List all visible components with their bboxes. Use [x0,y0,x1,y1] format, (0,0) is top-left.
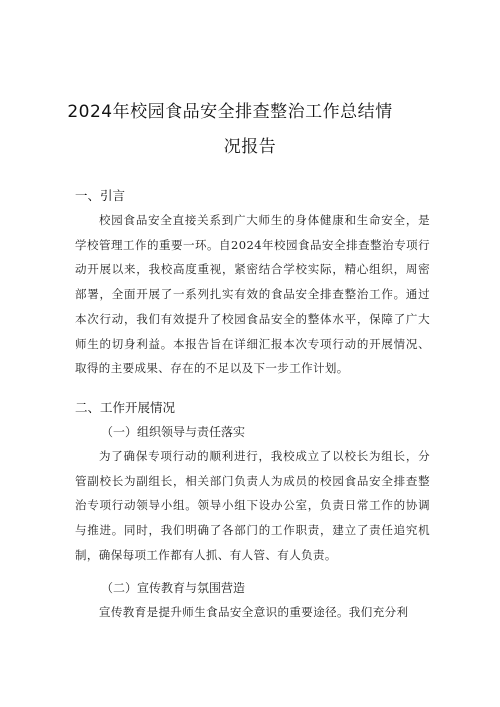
publicity-paragraph: 宣传教育是提升师生食品安全意识的重要途径。我们充分利 [99,605,409,619]
document-title-line-2: 况报告 [223,137,277,157]
introduction-paragraph: 校园食品安全直接关系到广大师生的身体健康和生命安全，是学校管理工作的重要一环。自2024年校园食品安全排查整治专项行动开展以来，我校高度重视，紧密结合学校实际，精心组织，周密部署，全面开展了一系列扎实有效的食品安全排查整治工作。通过本次行动，我们有效提升了校园食品安全的整体水平，保障了广大师生的切身利益。本报告旨在详细汇报本次专项行动的开展情况、取得的主要成果、存在的不足以及下一步工作计划。 [75,213,430,376]
section-heading-introduction: 一、引言 [75,188,126,203]
section-heading-work-progress: 二、工作开展情况 [75,400,176,415]
subsection-heading-organization: （一）组织领导与责任落实 [101,425,246,439]
subsection-heading-publicity: （二）宣传教育与氛围营造 [101,581,246,595]
document-title-line-1: 2024年校园食品安全排查整治工作总结情 [67,102,393,122]
organization-paragraph: 为了确保专项行动的顺利进行，我校成立了以校长为组长，分管副校长为副组长，相关部门负责人为成员的校园食品安全排查整治专项行动领导小组。领导小组下设办公室，负责日常工作的协调与推进。同时，我们明确了各部门的工作职责，建立了责任追究机制，确保每项工作都有人抓、有人管、有人负责。 [75,449,430,562]
